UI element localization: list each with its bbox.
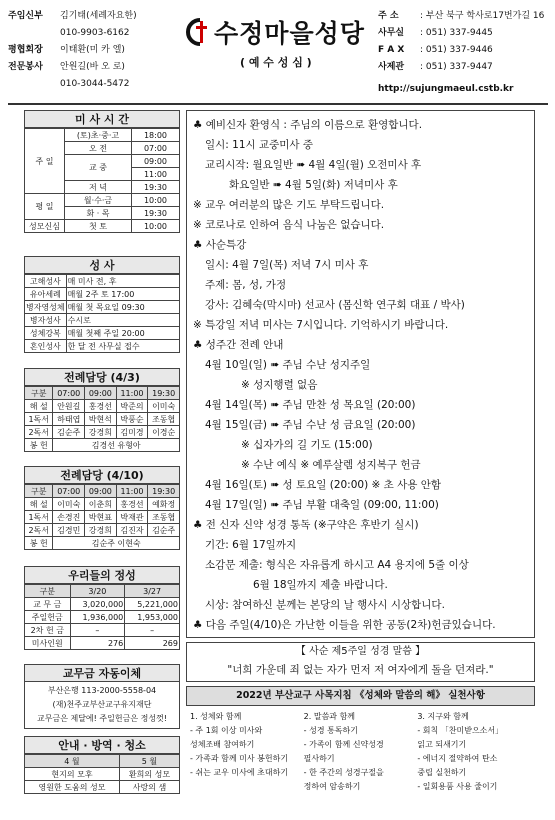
practice-item: 1. 성체와 함께 xyxy=(190,712,242,721)
duty-cell: 박재관 xyxy=(116,511,148,524)
mass-times xyxy=(24,110,180,233)
announcement-line: 4월 16일(토) ➠ 성 토요일 (20:00) ※ 초 사용 안함 xyxy=(205,479,442,491)
announcement-line: 교리시작: 월요일반 ➠ 4월 4일(월) 오전미사 후 xyxy=(205,159,422,171)
offering-head: 3/27 xyxy=(125,585,180,598)
mass-type: 교 중 xyxy=(65,155,132,181)
bank-account: 부산은행 113-2000-5558-04 xyxy=(47,686,157,695)
sacrament-name: 고해성사 xyxy=(25,275,67,288)
mass-time: 18:00 xyxy=(132,129,180,142)
duty-head: 11:00 xyxy=(116,485,148,498)
sacrament-name: 병자성사 xyxy=(25,314,67,327)
practice-col xyxy=(190,710,304,794)
announcement-line: ♣ 예비신자 환영식 : 주님의 이름으로 환영합니다. xyxy=(193,119,423,131)
offering-value: 276 xyxy=(70,637,125,650)
announcement-line: 소감문 제출: 형식은 자유롭게 하시고 A4 용지에 5줄 이상 xyxy=(205,559,469,571)
sacrament-info: 매 미사 전, 후 xyxy=(66,275,179,288)
contact-value: : 051) 337-9446 xyxy=(420,45,493,55)
duty-cell: 손경진 xyxy=(53,511,85,524)
duty-role: 1독서 xyxy=(25,413,53,426)
practice-item: - 에너지 절약하여 탄소 xyxy=(417,754,498,763)
practice-item: 정하여 암송하기 xyxy=(303,782,361,791)
staff-value: 안원길(바 오 로) xyxy=(60,62,125,72)
duty-cell: 홍경선 xyxy=(85,400,117,413)
guide-cell: 현지의 모후 xyxy=(25,768,120,781)
practice-item: - 가족과 함께 미사 봉헌하기 xyxy=(190,754,289,763)
sacrament-info: 한 달 전 사무실 접수 xyxy=(66,340,179,353)
duty-cell: 김순주 xyxy=(148,524,180,537)
sacrament-title: 성 사 xyxy=(24,256,180,274)
duty-role: 2독서 xyxy=(25,524,53,537)
contact-value: : 051) 337-9447 xyxy=(420,62,493,72)
mass-time: 19:30 xyxy=(132,181,180,194)
duty2-title: 전례담당 (4/10) xyxy=(24,466,180,484)
duty-role: 해 설 xyxy=(25,498,53,511)
account-holder: (재)천주교부산교구유지재단 xyxy=(52,700,152,709)
mass-group: 평 일 xyxy=(25,194,65,220)
duty-role: 2독서 xyxy=(25,426,53,439)
announcement-line: ♣ 다음 주일(4/10)은 가난한 이들을 위한 공동(2차)헌금있습니다. xyxy=(193,619,496,631)
parish-subtitle: ( 예 수 성 심 ) xyxy=(240,56,312,69)
liturgy-duty-0410 xyxy=(24,466,180,550)
contact-value: : 051) 337-9445 xyxy=(420,28,493,38)
duty-head: 09:00 xyxy=(85,485,117,498)
offering-label: 미사인원 xyxy=(25,637,71,650)
sacrament-name: 유아세례 xyxy=(25,288,67,301)
duty-cell: 김순주 이현숙 xyxy=(53,537,180,550)
parish-logo xyxy=(186,14,365,50)
announcement-line: ※ 특강일 저녁 미사는 7시입니다. 기억하시기 바랍니다. xyxy=(193,319,449,331)
mass-type: 첫 토 xyxy=(65,220,132,233)
scripture-box xyxy=(186,642,535,682)
contact-key: 사제관 xyxy=(378,62,405,72)
staff-value: 이태환(미 카 엘) xyxy=(60,45,125,55)
duty-head: 19:30 xyxy=(148,387,180,400)
sacraments xyxy=(24,256,180,353)
duty-role: 1독서 xyxy=(25,511,53,524)
duty-cell: 하태엽 xyxy=(53,413,85,426)
offering-value: – xyxy=(70,624,125,637)
duty-cell: 박현표 xyxy=(85,511,117,524)
staff-key: 전문봉사 xyxy=(8,62,43,72)
announcement-line: 주제: 몸, 성, 가정 xyxy=(205,279,287,291)
offering-value: 1,936,000 xyxy=(70,611,125,624)
offering-table xyxy=(24,566,180,650)
staff-value: 김기태(세례자요한) xyxy=(60,11,137,21)
duty-cell: 안원길 xyxy=(53,400,85,413)
practice-item: 성체조배 참여하기 xyxy=(190,740,255,749)
announcement-line: ♣ 사순특강 xyxy=(193,239,247,251)
mass-time: 11:00 xyxy=(132,168,180,181)
practice-item: - 쉬는 교우 미사에 초대하기 xyxy=(190,768,289,777)
offering-label: 교 무 금 xyxy=(25,598,71,611)
announcement-line: ※ 성지행렬 없음 xyxy=(241,379,318,391)
mass-type: 월·수·금 xyxy=(65,194,132,207)
duty-head: 구분 xyxy=(25,485,53,498)
practice-col xyxy=(417,710,531,794)
mass-group: 성모신심 xyxy=(25,220,65,233)
contact-value: : 부산 북구 학사로17번가길 16 xyxy=(420,11,545,21)
practice-item: - 성경 통독하기 xyxy=(303,726,359,735)
staff-value: 010-9903-6162 xyxy=(60,28,130,38)
guide-cell: 사랑의 샘 xyxy=(119,781,179,794)
practice-item: 3. 지구와 함께 xyxy=(417,712,469,721)
practice-title: 2022년 부산교구 사목지침 《성체와 말씀의 해》 실천사항 xyxy=(186,686,535,706)
duty-cell: 강경희 xyxy=(85,426,117,439)
guide-cell: 영원한 도움의 성모 xyxy=(25,781,120,794)
website-link[interactable]: http://sujungmaeul.cstb.kr xyxy=(378,84,514,94)
mass-type: 오 전 xyxy=(65,142,132,155)
duty-head: 구분 xyxy=(25,387,53,400)
practice-col xyxy=(304,710,418,794)
contact-key: F A X xyxy=(378,45,405,55)
church-logo-icon xyxy=(186,17,214,47)
auto-transfer xyxy=(24,664,180,729)
practice-item: - 회칙 「찬미받으소서」 xyxy=(417,726,504,735)
duty-role: 봉 헌 xyxy=(25,537,53,550)
mass-group: 주 일 xyxy=(25,129,65,194)
scripture-text: "너희 가운데 죄 없는 자가 먼저 저 여자에게 돌을 던져라." xyxy=(227,664,494,676)
sacrament-name: 병자영성체 xyxy=(26,302,65,312)
announcement-line: ♣ 전 신자 신약 성경 통독 (※구약은 후반기 실시) xyxy=(193,519,419,531)
offering-value: 269 xyxy=(125,637,180,650)
duty-role: 해 설 xyxy=(25,400,53,413)
announcement-line: 강사: 김혜숙(막시마) 선교사 (몸신학 연구회 대표 / 박사) xyxy=(205,299,465,311)
practice-item: - 주 1회 이상 미사와 xyxy=(190,726,263,735)
announcement-line: 화요일반 ➠ 4월 5일(화) 저녁미사 후 xyxy=(229,179,398,191)
mass-time: 09:00 xyxy=(132,155,180,168)
guide-head: 5 월 xyxy=(119,755,179,768)
mass-time: 10:00 xyxy=(132,220,180,233)
offering-value: 5,221,000 xyxy=(125,598,180,611)
duty-head: 07:00 xyxy=(53,387,85,400)
header-divider xyxy=(8,103,548,106)
sacrament-info: 매월 첫 목요일 09:30 xyxy=(66,301,179,314)
staff-block xyxy=(8,8,178,93)
duty-cell: 김경민 xyxy=(53,524,85,537)
announcement-line: ※ 교우 여러분의 많은 기도 부탁드립니다. xyxy=(193,199,385,211)
staff-key xyxy=(8,76,60,93)
offering-label: 2차 헌 금 xyxy=(25,624,71,637)
mass-type: 화 · 목 xyxy=(65,207,132,220)
sacrament-name: 혼인성사 xyxy=(25,340,67,353)
offering-head: 3/20 xyxy=(70,585,125,598)
announcement-line: 기간: 6월 17일까지 xyxy=(205,539,297,551)
announcement-line: ※ 십자가의 길 기도 (15:00) xyxy=(241,439,373,451)
practice-item: - 가족이 함께 신약성경 xyxy=(303,740,384,749)
duty-cell: 조동협 xyxy=(148,413,180,426)
guide-cell: 환희의 성모 xyxy=(119,768,179,781)
duty-cell: 박현석 xyxy=(85,413,117,426)
parish-title: 수정마을성당 xyxy=(214,19,365,48)
liturgy-duty-0403 xyxy=(24,368,180,452)
announcement-line: 4월 14일(목) ➠ 주님 만찬 성 목요일 (20:00) xyxy=(205,399,416,411)
sacrament-name: 성체강복 xyxy=(25,327,67,340)
announcement-line: 4월 10일(일) ➠ 주님 수난 성지주일 xyxy=(205,359,371,371)
duty-cell: 박풍순 xyxy=(116,413,148,426)
duty-cell: 김순주 xyxy=(53,426,85,439)
duty1-title: 전례담당 (4/3) xyxy=(24,368,180,386)
mass-title: 미 사 시 간 xyxy=(24,110,180,128)
duty-cell: 김진자 xyxy=(116,524,148,537)
practice-item: 중립 실천하기 xyxy=(417,768,467,777)
practice-item: 필사하기 xyxy=(303,754,335,763)
offering-title: 우리들의 정성 xyxy=(24,566,180,584)
duty-head: 07:00 xyxy=(53,485,85,498)
sacrament-info: 매월 2주 토 17:00 xyxy=(66,288,179,301)
duty-head: 09:00 xyxy=(85,387,117,400)
announcement-line: ※ 코로나로 인하여 음식 나눔은 없습니다. xyxy=(193,219,385,231)
mass-time: 10:00 xyxy=(132,194,180,207)
scripture-heading: 【 사순 제5주일 성경 말씀 】 xyxy=(295,646,426,657)
offering-head: 구분 xyxy=(25,585,71,598)
staff-value: 010-3044-5472 xyxy=(60,79,130,89)
offering-value: 1,953,000 xyxy=(125,611,180,624)
duty-head: 19:30 xyxy=(148,485,180,498)
offering-value: – xyxy=(125,624,180,637)
duty-cell: 홍경선 xyxy=(116,498,148,511)
duty-cell: 강경희 xyxy=(85,524,117,537)
announcement-line: 일시: 11시 교중미사 중 xyxy=(205,139,314,151)
offering-value: 3,020,000 xyxy=(70,598,125,611)
offering-label: 주일헌금 xyxy=(25,611,71,624)
duty-cell: 조동협 xyxy=(148,511,180,524)
mass-time: 19:30 xyxy=(132,207,180,220)
contact-key: 사무실 xyxy=(378,28,405,38)
announcements xyxy=(186,110,535,638)
practice-item: - 한 주간의 성경구절을 xyxy=(303,768,384,777)
practice-columns xyxy=(186,710,535,794)
transfer-title: 교무금 자동이체 xyxy=(24,664,180,682)
sacrament-info: 수시로 xyxy=(66,314,179,327)
guide-title: 안내 · 방역 · 청소 xyxy=(24,736,180,754)
contact-key: 주 소 xyxy=(378,11,399,21)
announcement-line: 4월 17일(일) ➠ 주님 부활 대축일 (09:00, 11:00) xyxy=(205,499,439,511)
duty-head: 11:00 xyxy=(116,387,148,400)
transfer-note: 교무금은 제달에! 주일헌금은 정성껏! xyxy=(37,714,167,723)
duty-cell: 이미숙 xyxy=(53,498,85,511)
practice-item: - 일회용품 사용 줄이기 xyxy=(417,782,498,791)
duty-cell: 박준의 xyxy=(116,400,148,413)
duty-cell: 이춘희 xyxy=(85,498,117,511)
mass-type: (토)초·중·고 xyxy=(65,129,132,142)
staff-key xyxy=(8,25,60,42)
sacrament-info: 매월 첫째 주일 20:00 xyxy=(66,327,179,340)
guide-table xyxy=(24,736,180,794)
announcement-line: ※ 수난 예식 ※ 예루살렘 성지복구 헌금 xyxy=(241,459,421,471)
announcement-line: 일시: 4월 7일(목) 저녁 7시 미사 후 xyxy=(205,259,369,271)
announcement-line: 6월 18일까지 제출 바랍니다. xyxy=(253,579,388,591)
announcement-line: 4월 15일(금) ➠ 주님 수난 성 금요일 (20:00) xyxy=(205,419,416,431)
duty-cell: 김미경 xyxy=(116,426,148,439)
announcement-line: ♣ 성주간 전례 안내 xyxy=(193,339,284,351)
mass-time: 07:00 xyxy=(132,142,180,155)
practice-item: 2. 말씀과 함께 xyxy=(303,712,356,721)
duty-cell: 이미숙 xyxy=(148,400,180,413)
guide-head: 4 월 xyxy=(25,755,120,768)
announcement-line: 시상: 참여하신 분께는 본당의 날 행사시 시상합니다. xyxy=(205,599,445,611)
staff-key: 평협회장 xyxy=(8,45,43,55)
contact-block xyxy=(378,8,550,76)
duty-cell: 예화정 xyxy=(148,498,180,511)
staff-key: 주임신부 xyxy=(8,11,43,21)
duty-role: 봉 헌 xyxy=(25,439,53,452)
practice-item: 읽고 되새기기 xyxy=(417,740,467,749)
duty-cell: 이경순 xyxy=(148,426,180,439)
mass-type: 저 녁 xyxy=(65,181,132,194)
duty-cell: 김경선 유형아 xyxy=(53,439,180,452)
